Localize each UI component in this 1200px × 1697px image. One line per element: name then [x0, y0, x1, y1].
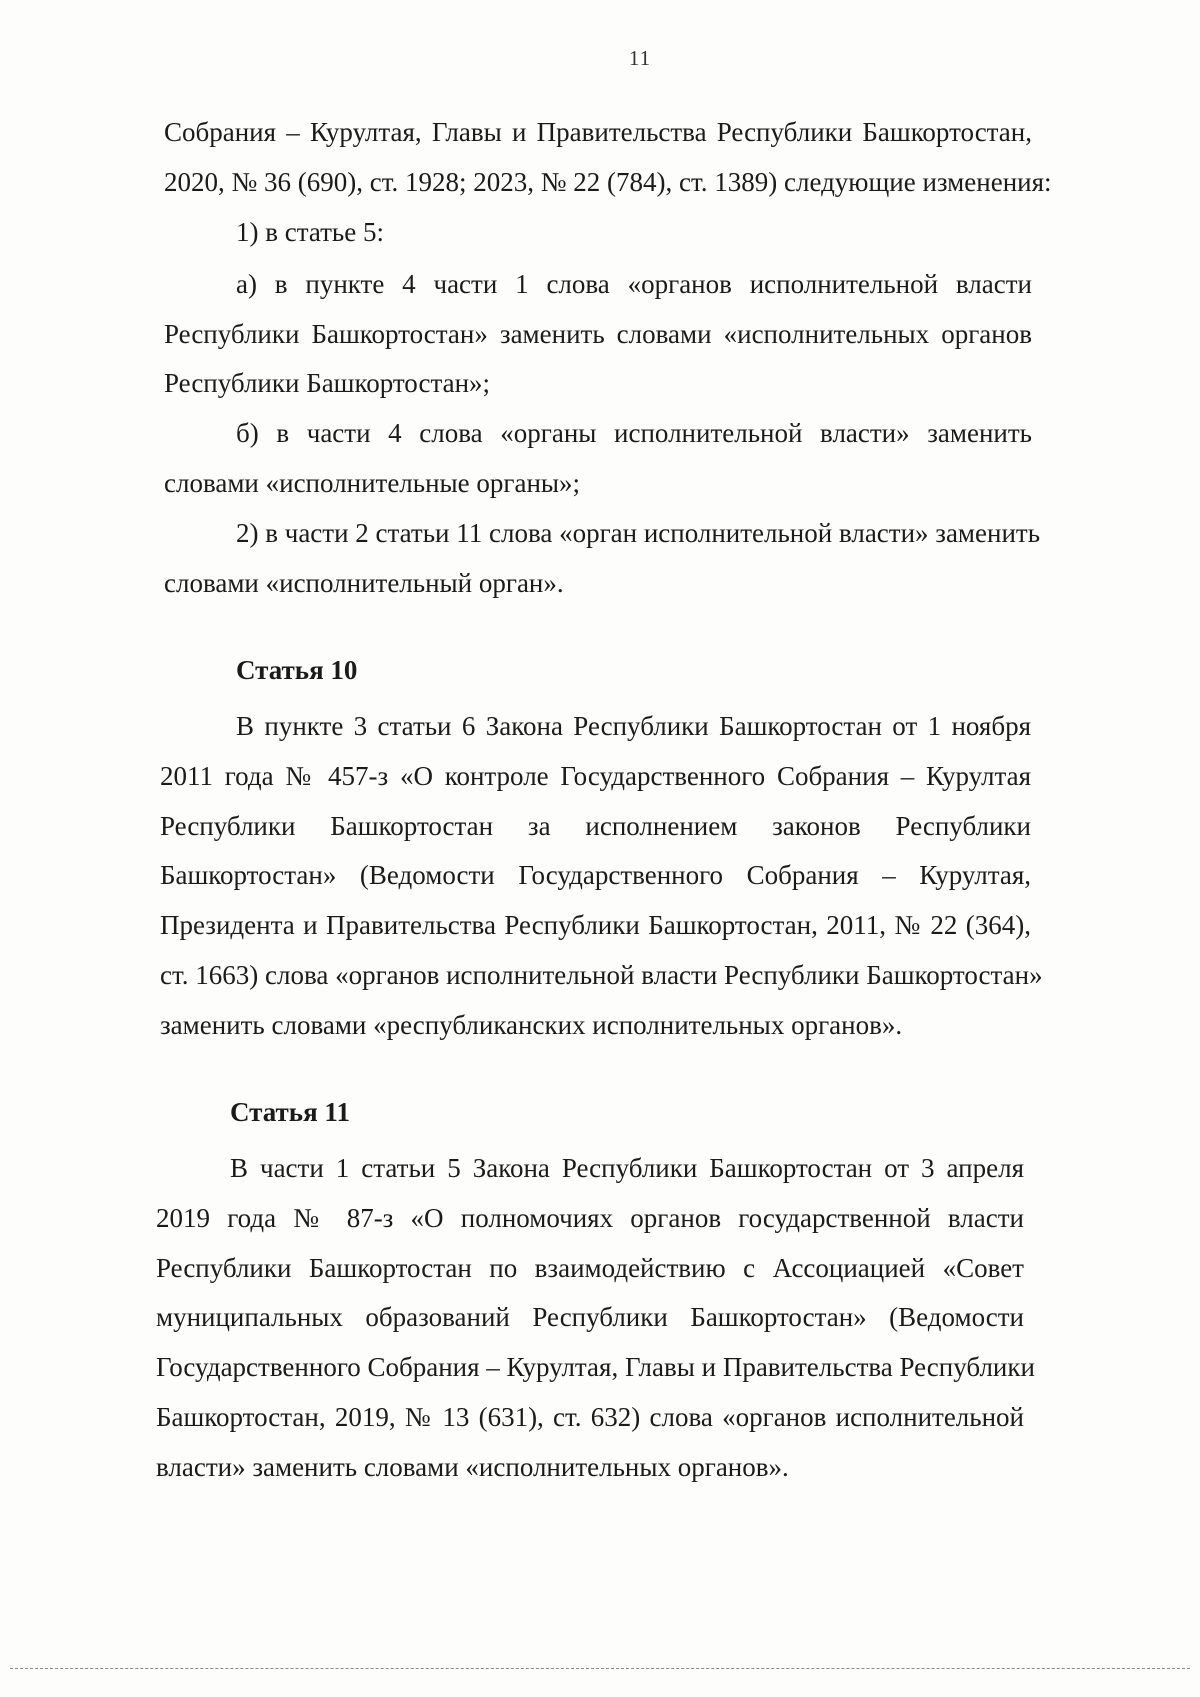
- scan-edge-divider: [10, 1668, 1190, 1669]
- text-line: словами «исполнительные органы»;: [164, 468, 581, 498]
- text-line: 2019 года № 87-з «О полномочиях органов государственной власти: [156, 1203, 1024, 1233]
- article-11-heading: Статья 11: [230, 1097, 350, 1127]
- page-number: 11: [628, 46, 652, 70]
- text-line: власти» заменить словами «исполнительных органов».: [156, 1452, 789, 1482]
- text-line: В части 1 статьи 5 Закона Республики Башкортостан от 3 апреля: [230, 1153, 1024, 1183]
- list-item: а) в пункте 4 части 1 слова «органов исполнительной власти: [236, 269, 1032, 299]
- text-line: Республики Башкортостан»;: [164, 368, 491, 398]
- text-line: В пункте 3 статьи 6 Закона Республики Башкортостан от 1 ноября: [236, 711, 1031, 741]
- text-line: 2020, № 36 (690), ст. 1928; 2023, № 22 (784), ст. 1389) следующие изменения:: [164, 167, 1052, 197]
- text-line: словами «исполнительный орган».: [164, 568, 564, 598]
- text-line: Государственного Собрания – Курултая, Главы и Правительства Республики: [156, 1352, 1035, 1382]
- text-line: Башкортостан» (Ведомости Государственного Собрания – Курултая,: [160, 860, 1031, 890]
- text-line: Республики Башкортостан за исполнением законов Республики: [160, 811, 1031, 841]
- text-line: 2011 года № 457-з «О контроле Государственного Собрания – Курултая: [160, 761, 1031, 791]
- list-item: 2) в части 2 статьи 11 слова «орган исполнительной власти» заменить: [236, 518, 1041, 548]
- list-item: 1) в статье 5:: [236, 217, 384, 247]
- article-10-heading: Статья 10: [236, 655, 358, 685]
- text-line: муниципальных образований Республики Башкортостан» (Ведомости: [156, 1302, 1024, 1332]
- text-line: ст. 1663) слова «органов исполнительной власти Республики Башкортостан»: [160, 960, 1043, 990]
- text-line: Республики Башкортостан» заменить словами «исполнительных органов: [164, 319, 1032, 349]
- text-line: Башкортостан, 2019, № 13 (631), ст. 632) слова «органов исполнительной: [156, 1402, 1024, 1432]
- text-line: заменить словами «республиканских исполнительных органов».: [160, 1010, 903, 1040]
- text-line: Республики Башкортостан по взаимодействию с Ассоциацией «Совет: [156, 1253, 1024, 1283]
- list-item: б) в части 4 слова «органы исполнительной власти» заменить: [236, 418, 1032, 448]
- text-line: Президента и Правительства Республики Башкортостан, 2011, № 22 (364),: [160, 910, 1031, 940]
- text-line: Собрания – Курултая, Главы и Правительства Республики Башкортостан,: [164, 117, 1032, 147]
